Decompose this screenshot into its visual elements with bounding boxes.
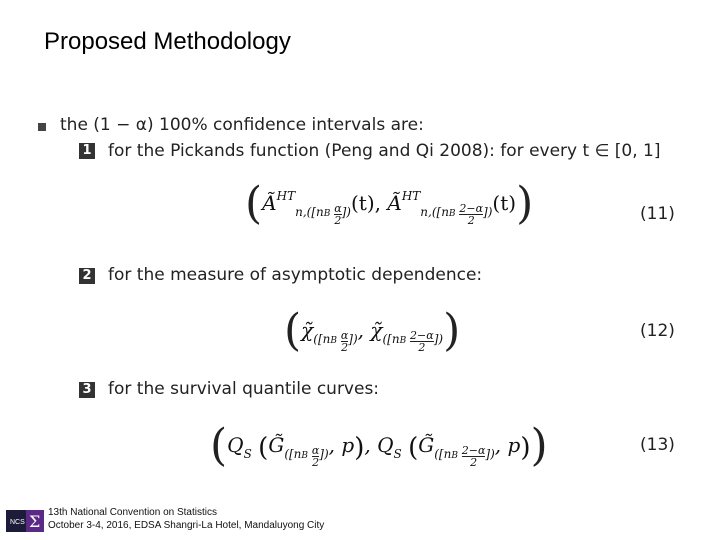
formula-12: ($\chĩ_{([nB \alpha 2])}$, $\chĩ_{([nB 2-\alpha 2])}$) — [284, 305, 461, 356]
item-number-2: 2 — [79, 268, 95, 284]
svg-text:Σ: Σ — [29, 512, 41, 531]
item-label-2: for the measure of asymptotic dependence: — [108, 265, 483, 285]
intro-text: the (1 − α) 100% confidence intervals are: — [60, 115, 424, 135]
item-label-3: for the survival quantile curves: — [108, 379, 380, 399]
item-number-1: 1 — [79, 143, 95, 159]
footer-line-2: October 3-4, 2016, EDSA Shangri-La Hotel, Mandaluyong City — [48, 520, 325, 531]
footer-line-1: 13th National Convention on Statistics — [48, 507, 217, 518]
square-bullet-icon — [38, 123, 46, 131]
formula-13: ($Q_S$ ($G̃_{([nB \alpha 2])}$, p), $Q_S$ ($G̃_{([nB 2-\alpha 2])}$, p)) — [210, 420, 548, 471]
convention-logo-icon — [6, 510, 44, 532]
equation-number-12: (12) — [640, 321, 675, 341]
svg-text:NCS: NCS — [10, 519, 25, 526]
item-label-1: for the Pickands function (Peng and Qi 2008): for every t ∈ [0, 1] — [108, 141, 661, 161]
slide-title: Proposed Methodology — [44, 28, 291, 55]
footer — [48, 506, 324, 532]
item-number-3: 3 — [79, 382, 95, 398]
formula-11: ($Ã^{HT}_{n,([nB \alpha 2])}(t)$, $Ã^{HT}_{n,([nB 2-\alpha 2])}(t)$) — [245, 178, 534, 229]
equation-number-13: (13) — [640, 435, 675, 455]
equation-number-11: (11) — [640, 204, 675, 224]
